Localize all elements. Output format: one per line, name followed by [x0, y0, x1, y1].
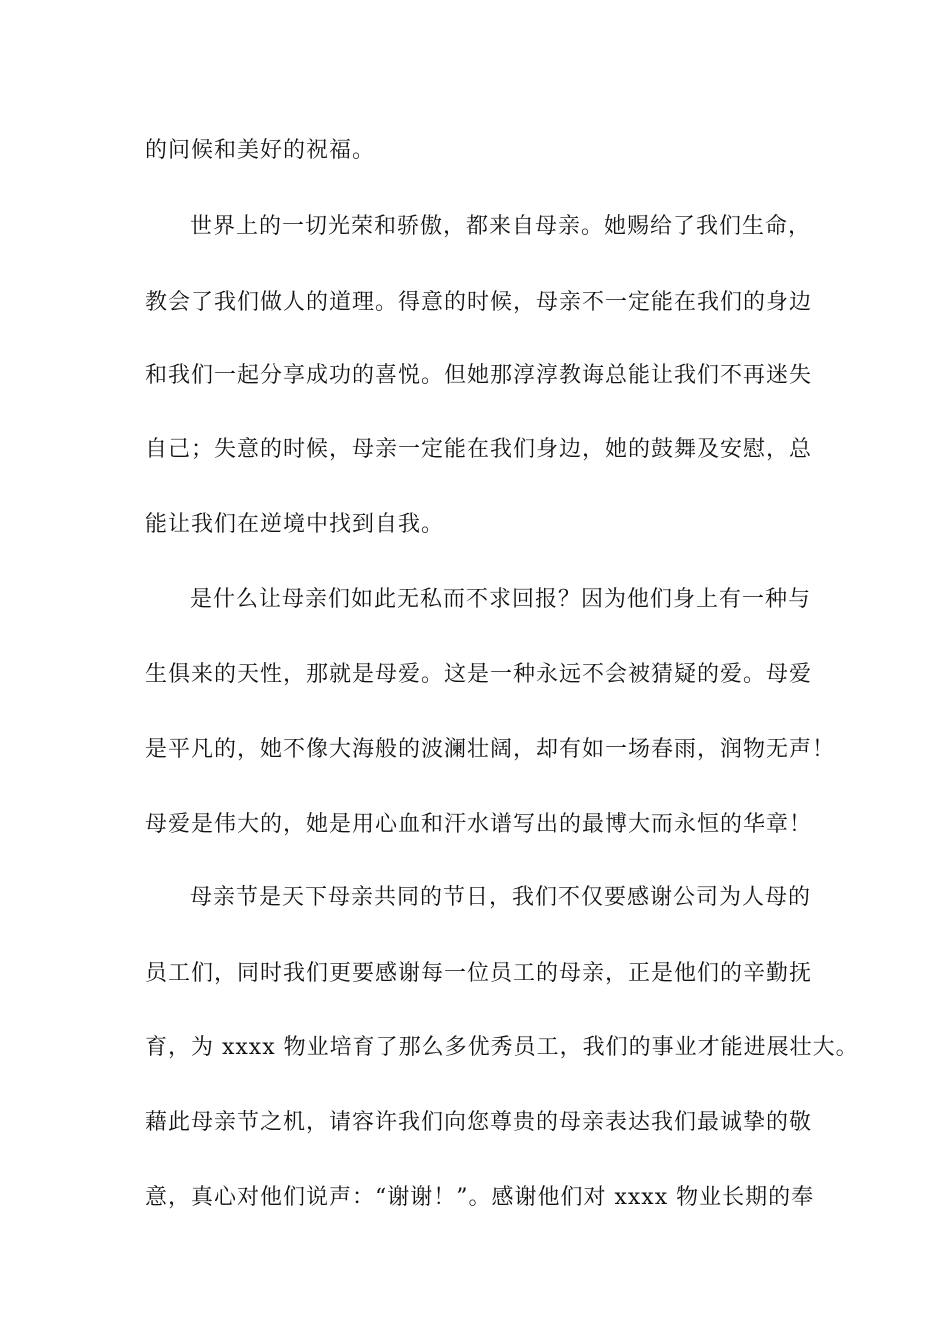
text-line-9: 是平凡的，她不像大海般的波澜壮阔，却有如一场春雨，润物无声！: [145, 737, 836, 762]
text-line-14: 藉此母亲节之机，请容许我们向您尊贵的母亲表达我们最诚挚的敬: [145, 1110, 813, 1135]
text-line-5: 自己；失意的时候，母亲一定能在我们身边，她的鼓舞及安慰，总: [145, 437, 813, 462]
text-line-15: 意，真心对他们说声：“谢谢！”。感谢他们对 xxxx 物业长期的奉: [145, 1185, 815, 1210]
text-line-7: 是什么让母亲们如此无私而不求回报？因为他们身上有一种与: [190, 587, 812, 612]
text-line-11: 母亲节是天下母亲共同的节日，我们不仅要感谢公司为人母的: [190, 885, 812, 910]
text-line-8: 生俱来的天性，那就是母爱。这是一种永远不会被猜疑的爱。母爱: [145, 662, 813, 687]
text-line-10: 母爱是伟大的，她是用心血和汗水谱写出的最博大而永恒的华章！: [145, 812, 813, 837]
text-line-4: 和我们一起分享成功的喜悦。但她那淳淳教诲总能让我们不再迷失: [145, 363, 813, 388]
text-line-12: 员工们，同时我们更要感谢每一位员工的母亲，正是他们的辛勤抚: [145, 961, 813, 986]
text-line-13: 育，为 xxxx 物业培育了那么多优秀员工，我们的事业才能进展壮大。: [145, 1035, 859, 1060]
text-line-3: 教会了我们做人的道理。得意的时候，母亲不一定能在我们的身边: [145, 290, 813, 315]
text-line-6: 能让我们在逆境中找到自我。: [145, 512, 445, 537]
text-line-1: 的问候和美好的祝福。: [145, 138, 376, 163]
text-line-2: 世界上的一切光荣和骄傲，都来自母亲。她赐给了我们生命，: [190, 214, 812, 239]
